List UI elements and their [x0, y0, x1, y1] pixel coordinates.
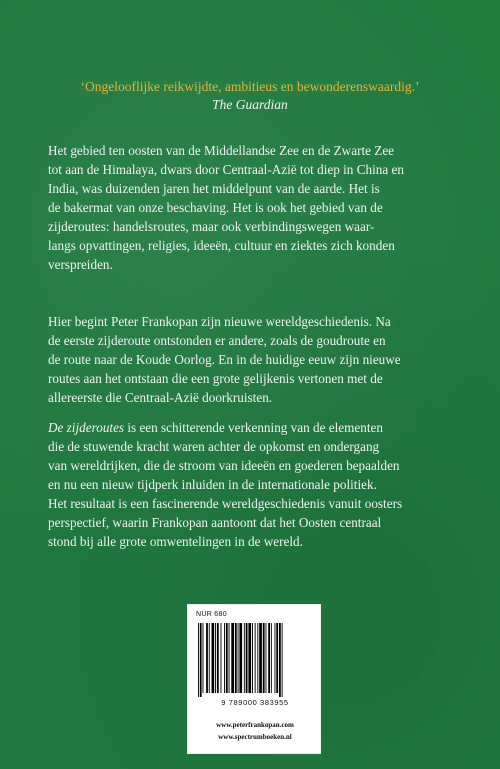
text-line: Hier begint Peter Frankopan zijn nieuwe wereldgeschiedenis. Na [48, 314, 391, 329]
nur-code: NUR 680 [196, 611, 227, 618]
barcode-icon [196, 623, 314, 697]
blurb-paragraph-1 [48, 141, 468, 274]
text-line: langs opvattingen, religies, ideeën, cultuur en ziektes zich konden [48, 238, 395, 253]
quote-source: The Guardian [212, 97, 288, 112]
text-line: Het resultaat is een fascinerende wereldgeschiedenis vanuit oosters [48, 496, 403, 511]
text-line: stond bij alle grote omwentelingen in de wereld. [48, 534, 303, 549]
text-line: tot aan de Himalaya, dwars door Centraal-Azië tot diep in China en [48, 162, 404, 177]
author-website: www.peterfrankopan.com [216, 721, 294, 729]
barcode-panel [187, 604, 321, 754]
text-line: en nu een nieuw tijdperk inluiden in de internationale politiek. [48, 477, 377, 492]
quote-text: ‘Ongelooflijke reikwijdte, ambitieus en bewonderenswaardig.’ [80, 79, 420, 94]
text-line: routes aan het ontstaan die een grote gelijkenis vertonen met de [48, 371, 383, 386]
text-line: Het gebied ten oosten van de Middellandse Zee en de Zwarte Zee [48, 143, 395, 158]
text-line: perspectief, waarin Frankopan aantoont dat het Oosten centraal [48, 515, 382, 530]
text-line: zijderoutes: handelsroutes, maar ook verbindingswegen waar- [48, 219, 375, 234]
review-quote [48, 78, 452, 114]
text-line: die de stuwende kracht waren achter de opkomst en ondergang [48, 439, 380, 454]
text-line: de eerste zijderoute ontstonden er andere, zoals de goudroute en [48, 333, 386, 348]
text-line: van wereldrijken, die de stroom van ideeën en goederen bepaalden [48, 458, 400, 473]
text-line: India, was duizenden jaren het middelpunt van de aarde. Het is [48, 181, 380, 196]
text-line: allereerste die Centraal-Azië doorkruisten. [48, 390, 273, 405]
blurb-paragraph-2 [48, 312, 468, 407]
isbn-digits: 9 789000 383955 [221, 698, 289, 707]
text-line-rest: is een schitterende verkenning van de elementen [124, 420, 383, 435]
text-line: de bakermat van onze beschaving. Het is ook het gebied van de [48, 200, 383, 215]
text-line [48, 418, 468, 437]
publisher-website: www.spectrumboeken.nl [218, 733, 292, 741]
text-line: verspreiden. [48, 257, 113, 272]
blurb-paragraph-3 [48, 418, 468, 551]
text-line: de route naar de Koude Oorlog. En in de huidige eeuw zijn nieuwe [48, 352, 401, 367]
book-title-italic: De zijderoutes [48, 420, 125, 435]
